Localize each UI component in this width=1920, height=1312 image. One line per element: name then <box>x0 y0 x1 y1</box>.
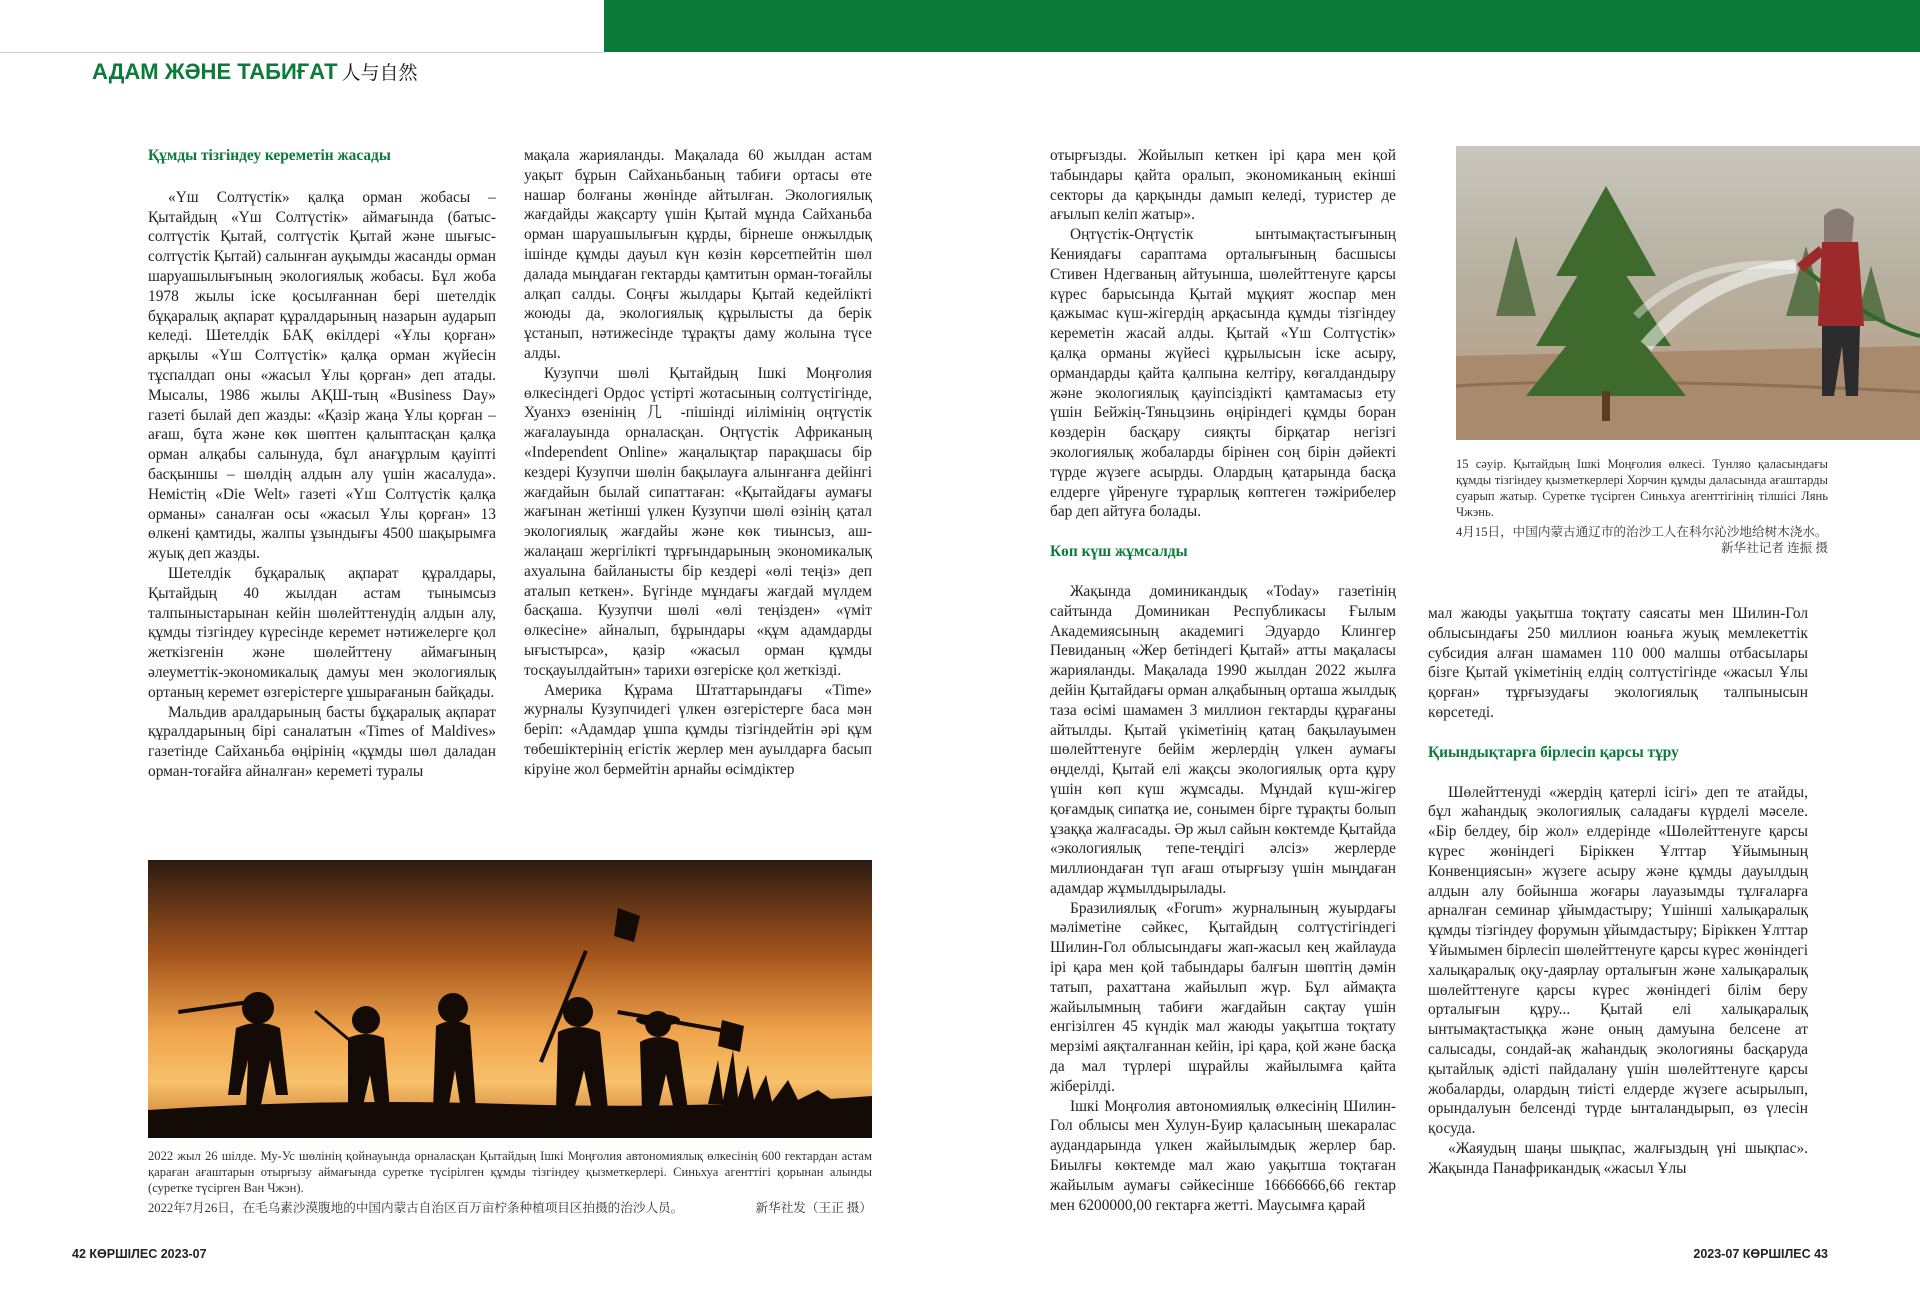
spacer <box>148 166 496 188</box>
watering-trees-photo <box>1456 146 1920 440</box>
header-green-bar <box>604 0 1920 52</box>
spacer <box>1050 562 1396 582</box>
paragraph: Мальдив аралдарының басты бұқаралық ақпарат құралдарының бірі саналатын «Times of Maldives» газетінде Сайханьба өңірінің «құмды шөл даладан орман-тоғайға айналған» кереметі туралы <box>148 703 496 780</box>
caption-text: 2022 жыл 26 шілде. Му-Ус шөлінің қойнауында орналасқан Қытайдың Ішкі Моңғолия автономиялық өлкесінің 600 гектардан астам қараған ағаштарын отырғызу аймағында суретке түсірілген құмды тізгіндеу қызметкерлері. Синьхуа агенттігі қорынан алынды (суретке түсірген Ван Чжэн). <box>148 1149 872 1195</box>
article-column-3 <box>1050 146 1396 1215</box>
caption-cn: 4月15日，中国内蒙古通辽市的治沙工人在科尔沁沙地给树木浇水。 <box>1456 525 1828 539</box>
spacer <box>1428 723 1808 743</box>
article-column-4 <box>1428 604 1808 1179</box>
section-title <box>92 58 418 85</box>
spacer <box>1428 763 1808 783</box>
paragraph: Кузупчи шөлі Қытайдың Ішкі Моңғолия өлкесіндегі Ордос үстірті жотасының солтүстігінде, Хуанхэ өзенінің 几 -пішінді иілімінің оңтүстік жағалауында орналасқан. Оңтүстік Африканың «Independent Online» жаңалықтар парақшасы бір кездері Кузупчи шөлін бақылауға алынғанға дейінгі жағдайын былай сипаттаған: «Қытайдағы аумағы жағынан жетінші үлкен Кузупчи шөлі өзінің қатал экологиялық жағдайы және көк тиынсыз, аш-жалаңаш жергілікті тұрғындарының экономикалық ахуалына байланысты бір кездері «өлі теңіз» деп аталып кеткен». Бүгінде мұндағы жағдай мүлдем басқаша. Кузупчи шөлі «өлі теңізден» «үміт өлкесіне» айналып, бұрындары «құм адамдарды ығыстырса», қазір «жасыл орман құмды тосқауылдайтын» тарихи өзгеріске қол жеткізді. <box>524 364 872 679</box>
caption-cn: 2022年7月26日，在毛乌素沙漠腹地的中国内蒙古自治区百万亩柠条种植项目区拍摄的治沙人员。 <box>148 1201 684 1215</box>
paragraph: Бразилиялық «Forum» журналының жуырдағы мәліметіне сәйкес, Қытайдың солтүстігіндегі Шилин-Гол облысындағы жап-жасыл кең жайлауда ірі қара мен қой табындары балғын шөптің дәмін татып, рахаттана жайылып жүр. Бұл аймақта жайылымның табиғи жағдайын сақтау үшін енгізілген 45 күндік мал жаюды уақытша тоқтату мерзімі аяқталғаннан кейін, ірі қара, қой және басқа да мал түрлері шұрайлы жайылымға қайта жіберілді. <box>1050 899 1396 1095</box>
paragraph: Оңтүстік-Оңтүстік ынтымақтастығының Кениядағы сараптама орталығының басшысы Стивен Ндегваның айтуынша, шөлейттенуге қарсы күрес барысында Қытай мұқият жоспар мен қажымас күш-жігердің арқасында құмды тізгіндеу кереметін жасай алды. Қытай «Үш Солтүстік» қалқа орманы жүйесі құрылысын іске асыру, ормандарды қайта қалпына келтіру, көгалдандыру және экологиялық қауіпсіздікті қамтамасыз ету үшін Бейжің-Тяньцзинь өңіріндегі құмды боран көздерін басқару сияқты бірқатар негізгі экологиялық жобаларды бірінен соң бірін дәйекті түрде жүзеге асырды. Олардың қатарында басқа елдерге үйренуге тұрарлық көптеген тәжірибелер бар деп айтуға болады. <box>1050 226 1396 521</box>
caption-text: 15 сәуір. Қытайдың Ішкі Моңғолия өлкесі. Тунляо қаласындағы құмды тізгіндеу қызметкерлері Хорчин құмды даласында ағаштарды суарып жатыр. Суретке түсірген Синьхуа агенттігінің тілшісі Лянь Чжэнь. <box>1456 457 1828 519</box>
paragraph: отырғызды. Жойылып кеткен ірі қара мен қой табындары қайта оралып, экономиканың екінші секторы да қарқынды дамып келеді, туристер де ағылып келіп жатыр». <box>1050 147 1396 224</box>
article-column-1 <box>148 146 496 782</box>
article-column-2 <box>524 146 872 780</box>
section-title-kz: АДАМ ЖӘНЕ ТАБИҒАТ <box>92 59 338 84</box>
page-number-right: 2023-07 КӨРШІЛЕС 43 <box>1693 1247 1828 1261</box>
paragraph: Шөлейттенуді «жердің қатерлі ісігі» деп те атайды, бұл жаһандық экологиялық саладағы күрделі мәселе. «Бір белдеу, бір жол» елдерінде «Шөлейттенуге қарсы күрес жөніндегі Біріккен Ұлттар Ұйымының Конвенциясын» жүзеге асыру және құмды дауылдың алдын алу бойынша жоғары лауазымды тұлғаларға арналған семинар ұйымдастыру; Үшінші халықаралық құмды тізгіндеу форумын ұйымдастыру; Біріккен Ұлттар Ұйымымен бірлесіп шөлейттенуге қарсы күрес жөніндегі халықаралық оқу-даярлау орталығын және халықаралық шөлейттенуге қарсы күрес жөніндегі білім беру орталығын құру... Қытай елі халықаралық ынтымақтастыққа және оның дамуына белсене ат салысады, сондай-ақ жаһандық экологияны басқаруда қытайлық әдісті пайдалану үшін шөлейттенуге қарсы жобаларды, олардың тиісті елдерде жүзеге асырылып, орындалуын белсенді түрде ынталандырып, өз үлесін қосуда. <box>1428 783 1808 1138</box>
paragraph: Шетелдік бұқаралық ақпарат құралдары, Қытайдың 40 жылдан астам тынымсыз талпыныстарынан кейін шөлейттенудің алдын алу, құмды тізгіндеу күресінде керемет нәтижелерге қол жеткізгенін және шөлейттену аймағының әлеуметтік-экономикалық дамуы мен экологиялық ортаның керемет өзгерістерге ұшырағанын байқады. <box>148 564 496 701</box>
header-rule <box>0 52 604 53</box>
photo-caption-right <box>1456 456 1828 556</box>
paragraph: мақала жарияланды. Мақалада 60 жылдан астам уақыт бұрын Сайханьбаның табиғи ортасы өте нашар болғаны жөнінде айтылған. Экологиялық жағдайды жақсарту үшін Қытай мұнда Сайханьба орман шаруашылығын құрды, бірнеше онжылдық ішінде құмды дауыл күн көзін көрсетпейтін шөл далада мыңдаған гектарды қамтитын орман-тоғайлы алқап салды. Соңғы жылдары Қытай кедейлікті жоюды да, экологиялық құрылысты да берік ұстанып, нәтижесінде тұрақты даму жолына түсе алды. <box>524 147 872 362</box>
paragraph: «Жаяудың шаңы шықпас, жалғыздың үні шықпас». Жақында Панафрикандық «жасыл Ұлы <box>1428 1139 1808 1177</box>
caption-cn-line <box>148 1200 872 1216</box>
section-title-cn: 人与自然 <box>341 63 418 84</box>
spacer <box>1050 522 1396 542</box>
sunset-workers-photo <box>148 860 872 1138</box>
page-number-left: 42 КӨРШІЛЕС 2023-07 <box>72 1247 207 1261</box>
article-heading-2: Көп күш жұмсалды <box>1050 543 1188 561</box>
paragraph: мал жаюды уақытша тоқтату саясаты мен Шилин-Гол облысындағы 250 миллион юаньға жуық мемлекеттік субсидия алған шамамен 110 000 малшы отбасылары бізге Қытай үкіметінің елдің солтүстігінде «жасыл Ұлы қорған» тұрғызудағы экологиялық талпынысын көрсетеді. <box>1428 605 1808 721</box>
caption-credit: 新华社发（王正 摄） <box>755 1201 872 1215</box>
paragraph: Жақында доминикандық «Today» газетінің сайтында Доминикан Республикасы Ғылым Академиясының академигі Эдуардо Клингер Певиданың «Жер бетіндегі Қытай» атты мақаласы жарияланды. Мақалада 1990 жылдан 2022 жылға дейін Қытайдағы орман алқабының орташа жылдық таза өсімі шамамен 3 миллион гектарды құрағаны айтылды. Қытай үкіметінің қатаң бақылауымен шөлейттенуге бейім жерлердің үлкен аумағы өңделді, Қытай елі жақсы экологиялық орта құру үшін көп күш жұмсады. Мұндай күш-жігер қоғамдық сипатқа ие, сонымен бірге тұрақты болып ұзаққа жалғасады. Әр жыл сайын көктемде Қытайда «экологиялық тепе-теңдігі әлсіз» жерлерде миллиондаған түп ағаш отырғызу үшін мыңдаған адамдар жұмылдырылады. <box>1050 582 1396 897</box>
article-heading-3: Қиындықтарға бірлесіп қарсы тұру <box>1428 743 1679 761</box>
caption-credit: 新华社记者 连振 摄 <box>1720 541 1828 555</box>
photo-caption-left <box>148 1148 872 1216</box>
paragraph: Америка Құрама Штаттарындағы «Time» журналы Кузупчидегі үлкен өзгерістерге баса мән беріп: «Адамдар ұшпа құмды тізгіндейтін әрі құм төбешіктерінің егістік жерлер мен ауылдарға басып кіруіне жол бермейтін арнайы өсімдіктер <box>524 681 872 778</box>
article-heading-1: Құмды тізгіндеу кереметін жасады <box>148 147 391 164</box>
paragraph: «Үш Солтүстік» қалқа орман жобасы – Қытайдың «Үш Солтүстік» аймағында (батыс-солтүстік Қытай, солтүстік Қытай және шығыс-солтүстік Қытай) салынған ауқымды жасанды орман шаруашылығының экологиялық жобасы. Бұл жоба 1978 жылы іске қосылғаннан бері шетелдік бұқаралық ақпарат құралдарының назарын аударып келеді. Шетелдік БАҚ өкілдері «Ұлы қорған» арқылы «Үш Солтүстік» қалқа орман жүйесін тұспалдап оны «жасыл Ұлы қорған» деп атады. Мысалы, 1986 жылы АҚШ-тың «Business Day» газеті былай деп жазды: «Қазір жаңа Ұлы қорған – ағаш, бұта және көк шөптен қалыптасқан қалқа орман алқабы салынуда, бұл анағұрлым қауіпті басқыншы – шөлдің алдын алу үшін жасалуда». Немістің «Die Welt» газеті «Үш Солтүстік қалқа орманы» саналған осы «жасыл Ұлы қорған» 13 өлкені қамтиды, жалпы ұзындығы 4500 шақырымға жуық деп жазды. <box>148 188 496 563</box>
paragraph: Ішкі Моңғолия автономиялық өлкесінің Шилин-Гол облысы мен Хулун-Буир қаласының шекаралас аудандарында үлкен жайылымдық жерлер бар. Биылғы көктемде мал жаю уақытша тоқтаған жайылым аумағы сәйкесінше 16666666,66 гектар мен 6200000,00 гектарға жетті. Маусымға қарай <box>1050 1097 1396 1214</box>
